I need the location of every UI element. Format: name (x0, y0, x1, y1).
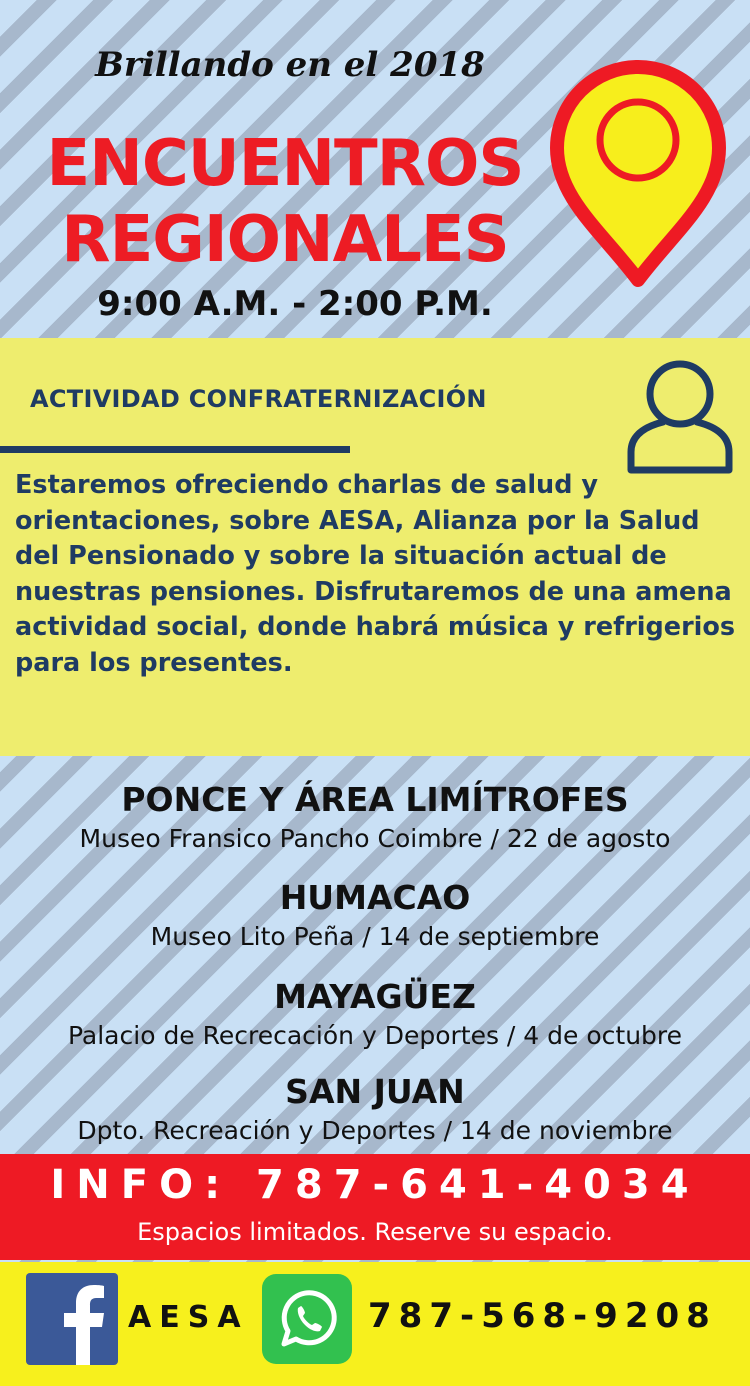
info-phone: INFO: 787-641-4034 (50, 1162, 700, 1208)
venue-item (0, 780, 750, 856)
activity-heading: ACTIVIDAD CONFRATERNIZACIÓN (30, 385, 487, 413)
info-note: Espacios limitados. Reserve su espacio. (137, 1218, 613, 1246)
venue-name: HUMACAO (279, 878, 471, 917)
venue-detail: Museo Fransico Pancho Coimbre / 22 de agosto (79, 824, 671, 853)
tagline: Brillando en el 2018 (95, 45, 485, 85)
venue-name: SAN JUAN (285, 1072, 465, 1111)
venue-item (0, 878, 750, 954)
venue-name: MAYAGÜEZ (274, 977, 476, 1016)
facebook-icon[interactable] (26, 1273, 118, 1365)
venue-detail: Museo Lito Peña / 14 de septiembre (150, 922, 600, 951)
person-icon (625, 352, 735, 477)
activity-description: Estaremos ofreciendo charlas de salud y orientaciones, sobre AESA, Alianza por la Salud del Pensionado y sobre la situación actual de nuestras pensiones. Disfrutaremos de una amena actividad social, donde habrá música y refrigerios para los presentes. (15, 470, 736, 678)
venue-name: PONCE Y ÁREA LIMÍTROFES (121, 780, 629, 819)
venue-detail: Palacio de Recrecación y Deportes / 4 de octubre (67, 1021, 683, 1050)
title-line-2: REGIONALES (61, 203, 509, 277)
divider (0, 446, 350, 453)
event-time: 9:00 A.M. - 2:00 P.M. (97, 284, 493, 324)
venue-item (0, 977, 750, 1053)
location-pin-icon (543, 58, 733, 288)
facebook-label: AESA (128, 1300, 249, 1335)
whatsapp-icon[interactable] (262, 1274, 352, 1364)
title-line-1: ENCUENTROS (46, 127, 524, 201)
whatsapp-phone: 787-568-9208 (368, 1296, 717, 1336)
venue-item (0, 1072, 750, 1148)
venue-detail: Dpto. Recreación y Deportes / 14 de noviembre (77, 1116, 673, 1145)
